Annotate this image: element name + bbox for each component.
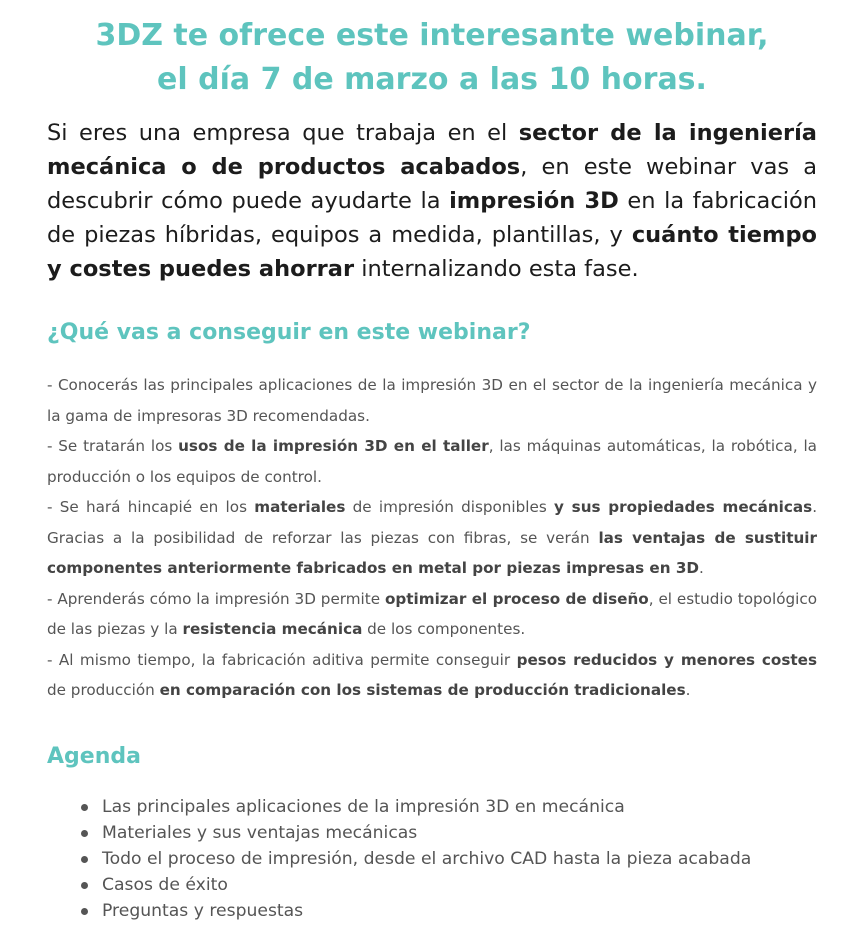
goal-3-bold-2: y sus propiedades mecánicas xyxy=(554,498,813,516)
goal-3-text-4: . xyxy=(699,559,704,577)
goal-4-bold-2: resistencia mecánica xyxy=(182,620,363,638)
goal-3-text-3: . Gracias a la posibilidad de reforzar las piezas con fibras, se verán xyxy=(47,498,818,547)
bullet-icon xyxy=(81,830,88,837)
goal-5-text-2: de producción xyxy=(47,681,160,699)
goals-section xyxy=(47,370,817,706)
title-line-2: el día 7 de marzo a las 10 horas. xyxy=(157,62,707,97)
goal-paragraph-3 xyxy=(47,492,817,584)
goal-4-bold-1: optimizar el proceso de diseño xyxy=(384,589,649,608)
bullet-icon xyxy=(81,908,88,915)
goal-5-bold-2: en comparación con los sistemas de producción tradicionales xyxy=(159,681,686,699)
agenda-item-label: Materiales y sus ventajas mecánicas xyxy=(102,823,418,843)
agenda-item-label: Todo el proceso de impresión, desde el archivo CAD hasta la pieza acabada xyxy=(102,849,752,869)
goal-3-text-2: de impresión disponibles xyxy=(345,498,555,516)
goal-1-text-1: - Conocerás las principales aplicaciones de la impresión 3D en el sector de la ingeniería mecánica y la gama de impresoras 3D recomendadas. xyxy=(47,376,817,425)
agenda-item xyxy=(102,794,827,820)
bullet-icon xyxy=(81,856,88,863)
intro-bold-2: impresión 3D xyxy=(449,188,619,214)
agenda-item xyxy=(102,872,827,898)
goal-4-text-1: - Aprenderás cómo la impresión 3D permite xyxy=(47,589,385,608)
goal-4-text-3: de los componentes. xyxy=(362,620,526,638)
page-title xyxy=(0,14,864,102)
goal-paragraph-5 xyxy=(47,645,817,706)
goal-paragraph-4 xyxy=(47,584,817,645)
goal-paragraph-1 xyxy=(47,370,817,431)
goal-2-bold-1: usos de la impresión 3D en el taller xyxy=(178,437,489,455)
intro-text-2: , en este webinar vas a descubrir cómo puede ayudarte la xyxy=(47,154,818,214)
agenda-list xyxy=(47,794,827,924)
goal-2-text-1: - Se tratarán los xyxy=(47,437,179,455)
bullet-icon xyxy=(81,804,88,811)
goals-heading: ¿Qué vas a conseguir en este webinar? xyxy=(47,320,531,345)
agenda-item-label: Preguntas y respuestas xyxy=(102,901,304,921)
agenda-item xyxy=(102,898,827,924)
title-line-1: 3DZ te ofrece este interesante webinar, xyxy=(95,18,769,53)
agenda-item-label: Las principales aplicaciones de la impresión 3D en mecánica xyxy=(102,797,625,817)
bullet-icon xyxy=(81,882,88,889)
goal-5-text-1: - Al mismo tiempo, la fabricación aditiva permite conseguir xyxy=(47,650,517,669)
intro-text-3: en la fabricación de piezas híbridas, equipos a medida, plantillas, y xyxy=(47,188,817,248)
goal-3-bold-3: las ventajas de sustituir componentes anteriormente fabricados en metal por piezas impresas en 3D xyxy=(47,528,818,577)
goal-3-text-1: - Se hará hincapié en los xyxy=(47,498,255,516)
goal-4-text-2: , el estudio topológico de las piezas y la xyxy=(47,589,817,638)
intro-text-1: Si eres una empresa que trabaja en el xyxy=(47,120,519,146)
agenda-item-label: Casos de éxito xyxy=(102,875,228,895)
goal-paragraph-2 xyxy=(47,431,817,492)
goal-5-bold-1: pesos reducidos y menores costes xyxy=(516,650,818,669)
intro-bold-3: cuánto tiempo y costes puedes ahorrar xyxy=(47,222,818,282)
goal-3-bold-1: materiales xyxy=(254,498,346,516)
agenda-item xyxy=(102,820,827,846)
agenda-item xyxy=(102,846,827,872)
goal-5-text-3: . xyxy=(685,681,691,699)
agenda-heading: Agenda xyxy=(47,744,141,769)
intro-text-4: internalizando esta fase. xyxy=(354,256,639,282)
goal-2-text-2: , las máquinas automáticas, la robótica, la producción o los equipos de control. xyxy=(47,437,817,486)
intro-paragraph xyxy=(47,116,817,286)
intro-bold-1: sector de la ingeniería mecánica o de productos acabados xyxy=(47,120,817,180)
